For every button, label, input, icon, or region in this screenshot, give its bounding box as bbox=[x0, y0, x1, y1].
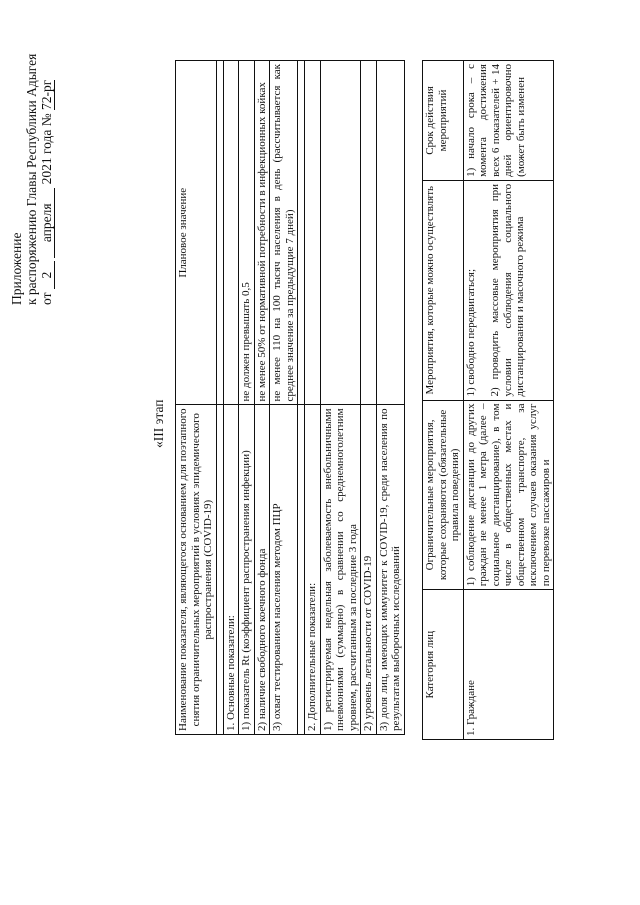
indicator-name: 2) наличие свободного коечного фонда bbox=[254, 405, 270, 735]
restrictions-cell: 1) соблюдение дистанции до других граждан не менее 1 метра (далее – социальное дистанцирование), в том числе в общественных местах и общественном транспорте, за исключением случаев оказания услуг по перевозке пассажиров и bbox=[463, 400, 554, 590]
indicators-table bbox=[175, 60, 405, 735]
table-row bbox=[463, 61, 554, 740]
table-row bbox=[320, 61, 361, 735]
table-row bbox=[270, 61, 298, 735]
measures-table bbox=[422, 60, 554, 740]
table-row bbox=[254, 61, 270, 735]
indicator-value: не должен превышать 0,5 bbox=[239, 61, 255, 405]
allowed-measure-1: 1) свободно передвигаться; bbox=[464, 269, 477, 397]
section-empty-cell bbox=[223, 61, 239, 405]
table-row bbox=[239, 61, 255, 735]
spacer-cell bbox=[216, 405, 223, 735]
indicator-value: не менее 50% от нормативной потребности в инфекционных койках bbox=[254, 61, 270, 405]
spacer-cell bbox=[298, 61, 305, 405]
table-header-row bbox=[176, 61, 217, 735]
table-header-row bbox=[423, 61, 464, 740]
term-cell: 1) начало срока – с момента достижения всех 6 показателей + 14 дней ориентировочно (может быть изменен bbox=[463, 61, 554, 181]
column-header-category: Категория лиц bbox=[423, 590, 464, 740]
spacer-cell bbox=[216, 61, 223, 405]
section-empty-cell bbox=[305, 61, 321, 405]
indicator-value bbox=[320, 61, 361, 405]
indicator-name: 3) доля лиц, имеющих иммунитет к COVID-19, среди населения по результатам выборочных исследований bbox=[376, 405, 404, 735]
date-year: 2021 года № bbox=[39, 113, 54, 185]
date-month: апреля bbox=[39, 188, 55, 258]
column-header-allowed-measures: Мероприятия, которые можно осуществлять bbox=[423, 180, 464, 400]
section-row bbox=[305, 61, 321, 735]
date-prefix: от bbox=[39, 292, 54, 305]
column-header-term: Срок действия мероприятий bbox=[423, 61, 464, 181]
indicator-value: не менее 110 на 100 тысяч населения в день (рассчитывается как среднее значение за предыдущие 7 дней) bbox=[270, 61, 298, 405]
indicator-value bbox=[376, 61, 404, 405]
table-row bbox=[376, 61, 404, 735]
stage-title: «III этап bbox=[151, 399, 166, 448]
allowed-measure-2: 2) проводить массовые мероприятия при условии соблюдения социального дистанцирования и масочного режима bbox=[489, 183, 526, 397]
appendix-title: Приложение bbox=[9, 232, 24, 305]
column-header-planned-value: Плановое значение bbox=[176, 61, 217, 405]
section-additional-indicators: 2. Дополнительные показатели: bbox=[305, 405, 321, 735]
spacer-cell bbox=[298, 405, 305, 735]
table-row bbox=[361, 61, 377, 735]
indicator-value bbox=[361, 61, 377, 405]
date-day: 2 bbox=[39, 261, 55, 289]
section-row bbox=[223, 61, 239, 735]
appendix-date-line bbox=[39, 80, 55, 305]
indicator-name: 3) охват тестированием населения методом ПЦР bbox=[270, 405, 298, 735]
indicator-name: 1) регистрируемая недельная заболеваемость внебольничными пневмониями (суммарно) в сравнении со среднемноголетним уровнем, рассчитанным за последние 3 года bbox=[320, 405, 361, 735]
category-cell: 1. Граждане bbox=[463, 590, 554, 740]
ordinance-number: 72-рг bbox=[39, 79, 54, 110]
indicator-name: 2) уровень летальности от COVID-19 bbox=[361, 405, 377, 735]
column-header-restrictions: Ограничительные мероприятия, которые сохраняются (обязательные правила поведения) bbox=[423, 400, 464, 590]
allowed-measures-cell bbox=[463, 180, 554, 400]
appendix-ordinance-line: к распоряжению Главы Республики Адыгея bbox=[24, 53, 39, 305]
section-main-indicators: 1. Основные показатели: bbox=[223, 405, 239, 735]
column-header-indicator: Наименование показателя, являющегося основанием для поэтапного снятия ограничительных мероприятий в условиях эпидемического распространения (COVID-19) bbox=[176, 405, 217, 735]
indicator-name: 1) показатель Rt (коэффициент распространения инфекции) bbox=[239, 405, 255, 735]
